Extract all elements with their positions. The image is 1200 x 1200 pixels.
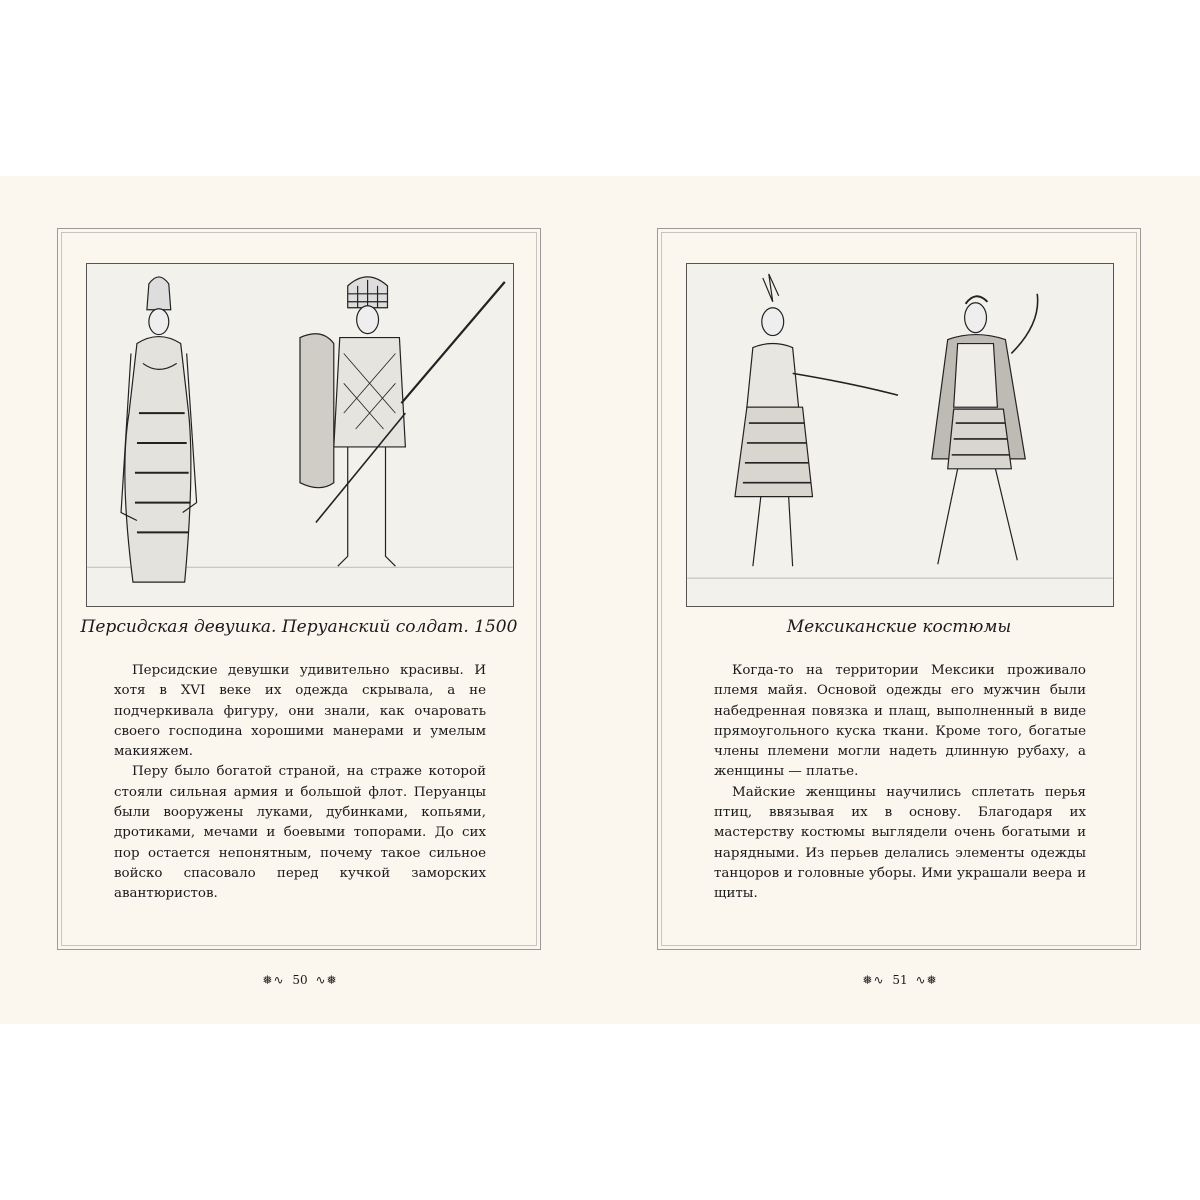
right-page-frame	[657, 228, 1141, 950]
right-page	[600, 176, 1200, 1024]
folio-ornament-right-icon: ∿❅	[315, 972, 338, 987]
book-spread	[0, 176, 1200, 1024]
left-paragraph: Персидские девушки удивительно красивы. И хотя в XVI веке их одежда скрывала, а не подчеркивала фигуру, они знали, как очаровать своего господина хорошими манерами и умелым макияжем.	[114, 663, 486, 760]
left-body-text	[114, 661, 486, 905]
right-illustration	[686, 263, 1114, 607]
right-paragraph: Майские женщины научились сплетать перья птиц, ввязывая их в основу. Благодаря их мастерству костюмы выглядели очень богатыми и нарядными. Из перьев делались элементы одежды танцоров и головные уборы. Ими украшали веера и щиты.	[714, 784, 1086, 902]
mexican-costumes-engraving	[687, 264, 1113, 606]
left-page	[0, 176, 600, 1024]
left-folio	[0, 972, 600, 987]
left-page-frame	[57, 228, 541, 950]
folio-ornament-left-icon: ❅∿	[862, 972, 885, 987]
right-paragraph: Когда-то на территории Мексики проживало племя майя. Основой одежды его мужчин были набедренная повязка и плащ, выполненный в виде прямоугольного куска ткани. Кроме того, богатые члены племени могли надеть длинную рубаху, а женщины — платье.	[714, 663, 1086, 780]
folio-ornament-left-icon: ❅∿	[262, 972, 285, 987]
left-paragraph: Перу было богатой страной, на страже которой стояли сильная армия и большой флот. Перуанцы были вооружены луками, дубинками, копьями, дротиками, мечами и боевыми топорами. До сих пор остается непонятным, почему такое сильное войско спасовало перед кучкой заморских авантюристов.	[114, 764, 486, 902]
page-number: 51	[892, 972, 908, 987]
right-caption: Мексиканские костюмы	[786, 617, 1012, 637]
persian-girl-peruvian-soldier-engraving	[87, 264, 513, 606]
left-caption: Персидская девушка. Перуанский солдат. 1500	[80, 617, 518, 637]
right-folio	[600, 972, 1200, 987]
page-number: 50	[292, 972, 308, 987]
left-illustration	[86, 263, 514, 607]
right-body-text	[714, 661, 1086, 905]
folio-ornament-right-icon: ∿❅	[915, 972, 938, 987]
